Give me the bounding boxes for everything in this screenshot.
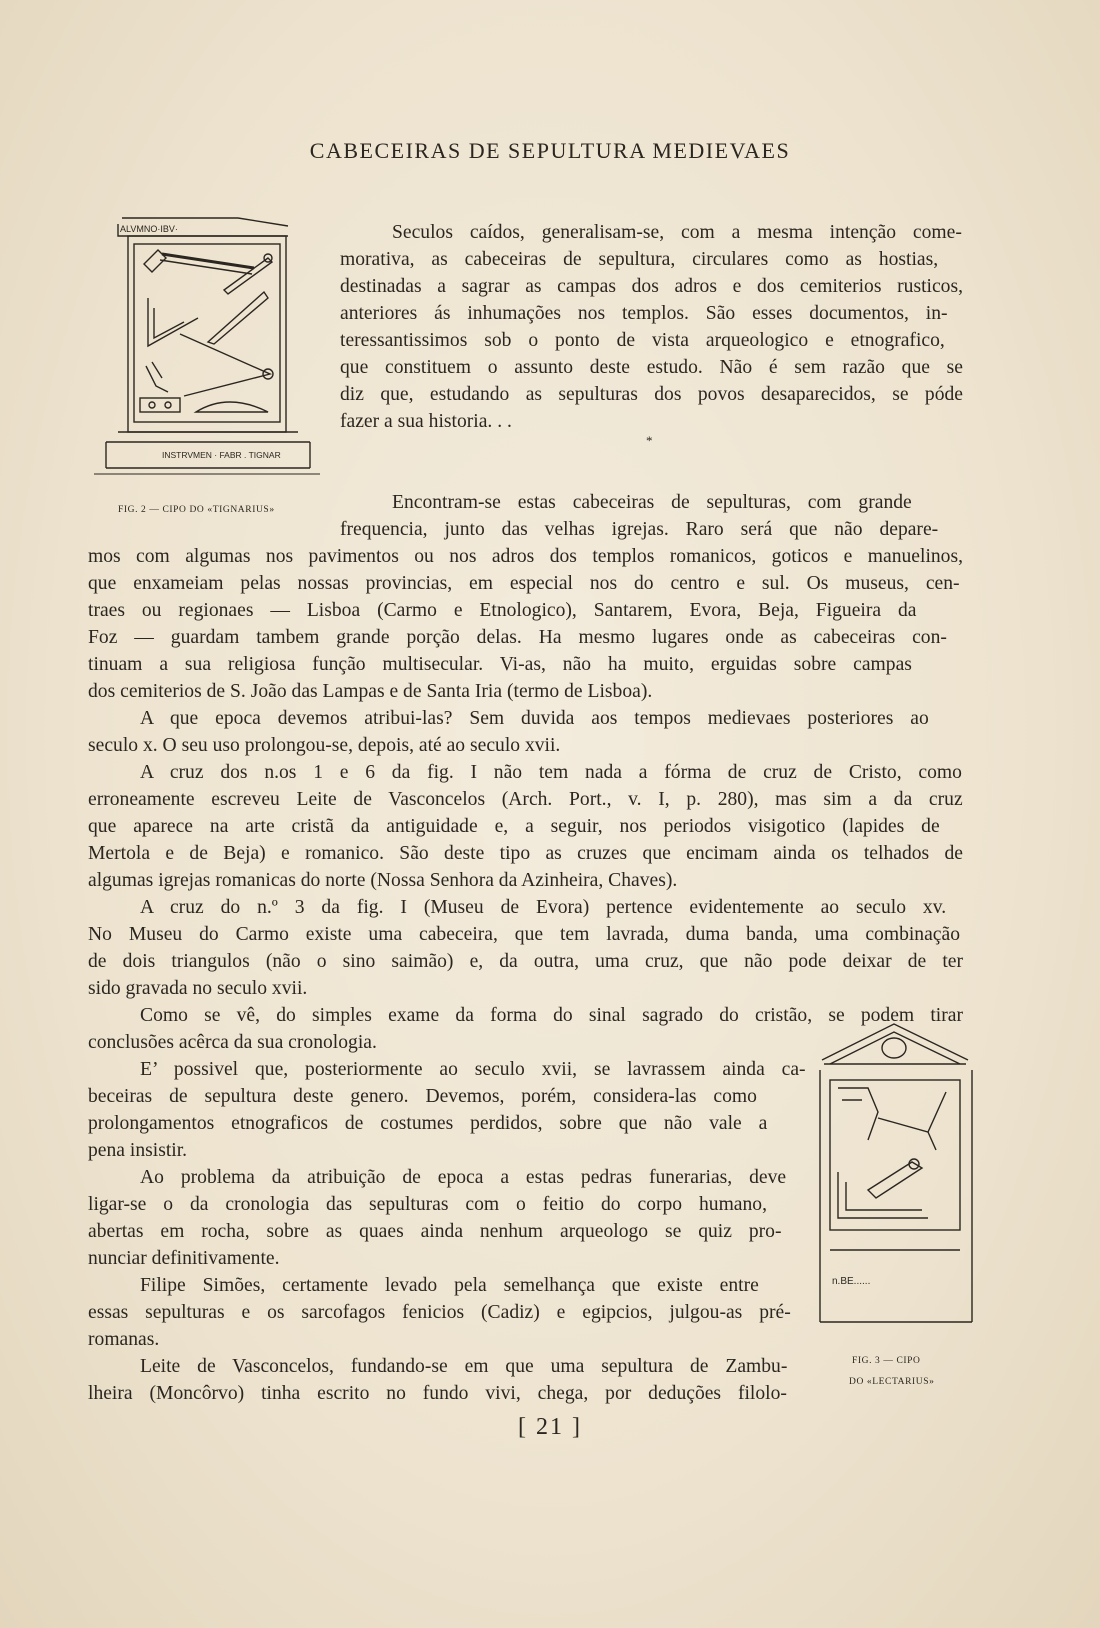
body-line: fazer a sua historia. . . — [340, 411, 512, 432]
figure-3-caption-line2: DO «LECTARIUS» — [849, 1377, 935, 1387]
body-line: A cruz dos n.os 1 e 6 da fig. I não tem nada a fórma de cruz de Cristo, como — [140, 762, 962, 783]
body-line: algumas igrejas romanicas do norte (Nossa Senhora da Azinheira, Chaves). — [88, 870, 678, 891]
body-line: seculo x. O seu uso prolongou-se, depois, até ao seculo xvii. — [88, 735, 561, 756]
body-line: que enxameiam pelas nossas provincias, em especial nos do centro e sul. Os museus, cen- — [88, 573, 960, 594]
inscription-bottom: INSTRVMEN · FABR . TIGNAR — [162, 450, 281, 460]
body-line: lheira (Moncôrvo) tinha escrito no fundo vivi, chega, por deduções filolo- — [88, 1383, 787, 1404]
cipo-tignarius-drawing — [88, 206, 330, 496]
body-line: A que epoca devemos atribui-las? Sem duvida aos tempos medievaes posteriores ao — [140, 708, 929, 729]
body-line: Foz — guardam tambem grande porção delas. Ha mesmo lugares onde as cabeceiras con- — [88, 627, 947, 648]
body-line: traes ou regionaes — Lisboa (Carmo e Etnologico), Santarem, Evora, Beja, Figueira da — [88, 600, 917, 621]
body-line: pena insistir. — [88, 1140, 188, 1161]
body-line: diz que, estudando as sepulturas dos povos desaparecidos, se póde — [340, 384, 963, 405]
body-line: No Museu do Carmo existe uma cabeceira, que tem lavrada, duma banda, uma combinação — [88, 924, 960, 945]
body-line: mos com algumas nos pavimentos ou nos adros dos templos romanicos, goticos e manuelinos, — [88, 546, 963, 567]
page-title: CABECEIRAS DE SEPULTURA MEDIEVAES — [309, 138, 791, 163]
cipo-lectarius-drawing — [818, 1022, 976, 1344]
inscription-lectarius: n.BE...... — [832, 1276, 871, 1287]
body-line: romanas. — [88, 1329, 160, 1350]
body-line: nunciar definitivamente. — [88, 1248, 280, 1269]
body-line: Mertola e de Beja) e romanico. São deste tipo as cruzes que encimam ainda os telhados de — [88, 843, 963, 864]
body-line: prolongamentos etnograficos de costumes perdidos, sobre que não vale a — [88, 1113, 768, 1134]
body-line: Seculos caídos, generalisam-se, com a mesma intenção come- — [392, 222, 962, 243]
figure-3-cipo-lectarius — [818, 1022, 976, 1344]
figure-2-caption: FIG. 2 — CIPO DO «TIGNARIUS» — [118, 505, 275, 515]
body-line: Leite de Vasconcelos, fundando-se em que uma sepultura de Zambu- — [140, 1356, 788, 1377]
figure-3-caption-line1: FIG. 3 — CIPO — [852, 1356, 921, 1366]
body-line: que constituem o assunto deste estudo. Não é sem razão que se — [340, 357, 963, 378]
body-line: Filipe Simões, certamente levado pela semelhança que existe entre — [140, 1275, 759, 1296]
body-line: beceiras de sepultura deste genero. Devemos, porém, considera-las como — [88, 1086, 757, 1107]
body-line: E’ possivel que, posteriormente ao seculo xvii, se lavrassem ainda ca- — [140, 1059, 806, 1080]
body-line: Como se vê, do simples exame da forma do sinal sagrado do cristão, se podem tirar — [140, 1005, 963, 1026]
body-line: anteriores ás inhumações nos templos. São esses documentos, in- — [340, 303, 948, 324]
figure-2-cipo-tignarius — [88, 206, 330, 496]
ornament-mark: * — [646, 433, 653, 448]
body-line: abertas em rocha, sobre as quaes ainda nenhum arqueologo se quiz pro- — [88, 1221, 782, 1242]
body-line: essas sepulturas e os sarcofagos fenicios (Cadiz) e egipcios, julgou-as pré- — [88, 1302, 791, 1323]
body-line: tinuam a sua religiosa função multisecular. Vi-as, não ha muito, erguidas sobre campas — [88, 654, 912, 675]
body-line: destinadas a sagrar as campas dos adros e dos cemiterios rusticos, — [340, 276, 963, 297]
body-line: A cruz do n.º 3 da fig. I (Museu de Evora) pertence evidentemente ao seculo xv. — [140, 897, 947, 918]
body-line: Ao problema da atribuição de epoca a estas pedras funerarias, deve — [140, 1167, 787, 1188]
body-line: morativa, as cabeceiras de sepultura, circulares como as hostias, — [340, 249, 939, 270]
body-line: de dois triangulos (não o sino saimão) e, da outra, uma cruz, que não pode deixar de ter — [88, 951, 963, 972]
body-line: teressantissimos sob o ponto de vista arqueologico e etnografico, — [340, 330, 945, 351]
body-line: dos cemiterios de S. João das Lampas e de Santa Iria (termo de Lisboa). — [88, 681, 653, 702]
body-line: frequencia, junto das velhas igrejas. Raro será que não depare- — [340, 519, 939, 540]
body-line: ligar-se o da cronologia das sepulturas com o feitio do corpo humano, — [88, 1194, 767, 1215]
body-line: conclusões acêrca da sua cronologia. — [88, 1032, 377, 1053]
inscription-top: ALVMNO·IBV· — [120, 224, 178, 234]
page-number: [ 21 ] — [518, 1414, 582, 1440]
body-line: erroneamente escreveu Leite de Vasconcelos (Arch. Port., v. I, p. 280), mas sim a da cruz — [88, 789, 963, 810]
body-line: sido gravada no seculo xvii. — [88, 978, 308, 999]
body-line: Encontram-se estas cabeceiras de sepulturas, com grande — [392, 492, 912, 513]
body-line: que aparece na arte cristã da antiguidade e, a seguir, nos periodos visigotico (lapides de — [88, 816, 940, 837]
